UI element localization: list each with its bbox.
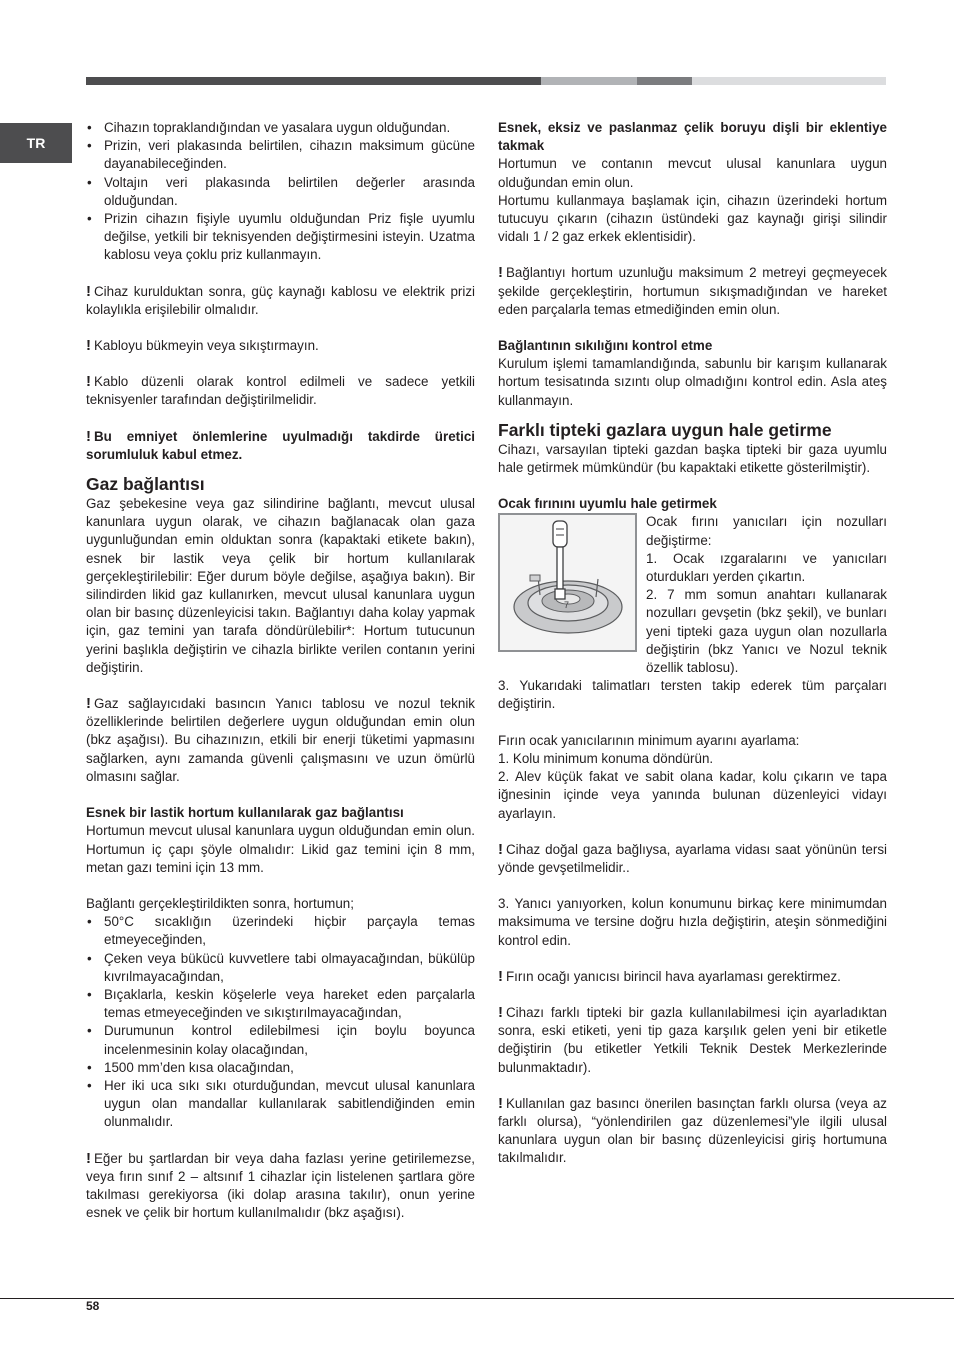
header-bar-pale xyxy=(692,77,886,85)
bullet-list-checks xyxy=(86,119,475,265)
warning-paragraph: ! Cihaz doğal gaza bağlıysa, ayarlama vidası saat yönünün tersi yönde gevşetilmelidir.. xyxy=(498,840,887,875)
list-item: • Çeken veya bükücü kuvvetlere tabi olmayacağından, bükülüp kıvrılmayacağından, xyxy=(86,950,475,986)
paragraph: 3. Yanıcı yanıyorken, kolun konumunu birkaç kere minimumdan maksimuma ve tersine doğru hızla değiştirin, ateşin sönmediğini kontrol edin. xyxy=(498,896,887,948)
warning-icon: ! xyxy=(498,1003,503,1021)
list-item: • Bıçaklarla, keskin köşelerle veya hareket eden parçalarla temas etmeyeceğinden ve sıkıştırılmayacağından, xyxy=(86,986,475,1022)
warning-icon: ! xyxy=(498,840,503,858)
list-item: • Her iki uca sıkı sıkı oturduğundan, mevcut ulusal kanunlara uygun olan mandallar kullanılarak sabitlendiğinden emin olunmalıdır. xyxy=(86,1077,475,1132)
warning-icon: ! xyxy=(498,967,503,985)
burner-nozzle-illustration xyxy=(500,515,635,650)
subsection-title: Esnek, eksiz ve paslanmaz çelik boruyu dişli bir eklentiye takmak xyxy=(498,120,887,154)
warning-icon: ! xyxy=(86,695,91,713)
warning-icon: ! xyxy=(86,337,91,355)
header-bar-light xyxy=(541,77,637,85)
warning-paragraph: ! Gaz sağlayıcıdaki basıncın Yanıcı tablosu ve nozul teknik özelliklerinde belirtilen değerlere uygun olduğundan emin olun (bkz aşağısı). Bu cihazınızın, etkili bir enerji tüketimi yapmasını sağlarken, aynı zamanda güvenli çalışmasını ve uzun ömürlü olmasını sağlar. xyxy=(86,695,475,784)
paragraph: 3. Yukarıdaki talimatları tersten takip ederek tüm parçaları değiştirin. xyxy=(498,678,887,712)
figure-text xyxy=(646,513,887,677)
subsection-title: Ocak fırınını uyumlu hale getirmek xyxy=(498,496,717,512)
warning-paragraph: ! Kullanılan gaz basıncı önerilen basınçtan farklı olursa (veya az farklı olursa), “yönlendirilen gaz düzenlemesi”yle ilgili ulusal kanunlara uygun olan bir basınç düzenleyicisi giriş hortumuna takılmalıdır. xyxy=(498,1094,887,1166)
warning-paragraph: ! Eğer bu şartlardan bir veya daha fazlası yerine getirilemezse, veya fırın sınıf 2 – altsınıf 1 cihazlar için listelenen şartlara göre takılması gerekiyorsa (iki dolap arasına takılır), onun yerine esnek ve çelik bir hortum kullanılmalıdır (bkz aşağısı). xyxy=(86,1149,475,1221)
paragraph: Hortumu kullanmaya başlamak için, cihazın üzerindeki hortum tutucuyu çıkarın (cihazın üstündeki gaz kaynağı girişi silindir vidalı 1 / 2 gaz erkek eklentisidir). xyxy=(498,192,887,245)
language-tab: TR xyxy=(0,123,72,163)
warning-paragraph: ! Cihaz kurulduktan sonra, güç kaynağı kablosu ve elektrik prizi kolaylıkla erişilebilir olmalıdır. xyxy=(86,282,475,317)
warning-paragraph: ! Bağlantıyı hortum uzunluğu maksimum 2 metreyi geçmeyecek şekilde gerçekleştirin, hortumun sıkışmadığından ve hareket eden parçalarla temas etmediğinden emin olun. xyxy=(498,264,887,317)
nozzle-wrench-figure xyxy=(498,513,637,652)
paragraph: 1. Ocak ızgaralarını ve yanıcıları oturdukları yerden çıkartın. xyxy=(646,550,887,585)
list-item: • 50°C sıcaklığın üzerindeki hiçbir parçayla temas etmeyeceğinden, xyxy=(86,913,475,949)
warning-icon: ! xyxy=(86,282,91,300)
paragraph: Hortumun ve contanın mevcut ulusal kanunlara uygun olduğundan emin olun. xyxy=(498,156,887,190)
list-item: • Voltajın veri plakasında belirtilen değerler arasında olduğundan. xyxy=(86,174,475,210)
footer-rule xyxy=(0,1298,954,1299)
warning-paragraph: ! Bu emniyet önlemlerine uyulmadığı takdirde üretici sorumluluk kabul etmez. xyxy=(86,427,475,462)
section-title: Gaz bağlantısı xyxy=(86,474,205,495)
subsection-title: Bağlantının sıkılığını kontrol etme xyxy=(498,338,713,354)
figure-block xyxy=(498,513,887,677)
warning-icon: ! xyxy=(86,427,91,445)
paragraph: 2. 7 mm somun anahtarı kullanarak nozulları gevşetin (bkz şekil), ve bunları yeni tipteki gaza uygun olan nozullarla değiştirin (bkz Yanıcı ve Nozul teknik özellik tablosu). xyxy=(646,587,887,676)
warning-icon: ! xyxy=(498,1094,503,1112)
warning-paragraph: ! Cihazı farklı tipteki bir gazla kullanılabilmesi için ayarladıktan sonra, eski etiketi, yeni tip gaza karşılık gelen yeni bir etiketle değiştirin (bu etiketler Yetkili Teknik Destek Merkezlerinde bulunmaktadır). xyxy=(498,1003,887,1075)
paragraph: Hortumun mevcut ulusal kanunlara uygun olduğundan emin olun. Hortumun iç çapı şöyle olmalıdır: Likid gaz temini için 8 mm, metan gazı temini için 13 mm. xyxy=(86,823,475,875)
section-title: Farklı tipteki gazlara uygun hale getirme xyxy=(498,419,832,440)
warning-paragraph: ! Kablo düzenli olarak kontrol edilmeli ve sadece yetkili teknisyenler tarafından değiştirilmelidir. xyxy=(86,373,475,408)
warning-icon: ! xyxy=(498,264,503,282)
list-item: • Cihazın topraklandığından ve yasalara uygun olduğundan. xyxy=(86,119,475,137)
right-column xyxy=(498,119,887,1168)
warning-icon: ! xyxy=(86,1149,91,1167)
warning-paragraph: ! Fırın ocağı yanıcısı birincil hava ayarlaması gerektirmez. xyxy=(498,967,841,985)
header-bar-mid xyxy=(637,77,692,85)
paragraph: 2. Alev küçük fakat ve sabit olana kadar, kolu çıkarın ve tapa iğnesinin içinde veya yanında bulunan düzenleyici vidayı ayarlayın. xyxy=(498,769,887,821)
warning-paragraph: ! Kabloyu bükmeyin veya sıkıştırmayın. xyxy=(86,337,319,355)
paragraph: 1. Kolu minimum konuma döndürün. xyxy=(498,750,714,766)
left-column xyxy=(86,119,475,1222)
header-bar-dark xyxy=(86,77,541,85)
list-item: • Prizin, veri plakasında belirtilen, cihazın maksimum gücüne dayanabileceğinden. xyxy=(86,137,475,173)
list-item: • Durumunun kontrol edilebilmesi için boylu boyunca incelenmesinin kolay olacağından, xyxy=(86,1022,475,1058)
paragraph: Bağlantı gerçekleştirildikten sonra, hortumun; xyxy=(86,895,354,911)
paragraph: Ocak fırını yanıcıları için nozulları değiştirme: xyxy=(646,514,887,548)
paragraph: Kurulum işlemi tamamlandığında, sabunlu bir karışım kullanarak hortum tesisatında sızıntı olup olmadığını kontrol edin. Asla ateş kullanmayın. xyxy=(498,356,887,408)
figure-label: 7 xyxy=(564,600,570,611)
warning-icon: ! xyxy=(86,373,91,391)
list-item: • Prizin cihazın fişiyle uyumlu olduğundan Priz fişle uyumlu değilse, yetkili bir teknisyenden değiştirmesini isteyin. Uzatma kablosu veya çoklu priz kullanmayın. xyxy=(86,210,475,265)
list-item: • 1500 mm’den kısa olacağından, xyxy=(86,1059,475,1077)
page-number: 58 xyxy=(86,1299,100,1313)
paragraph: Fırın ocak yanıcılarının minimum ayarını ayarlama: xyxy=(498,732,800,748)
subsection-title: Esnek bir lastik hortum kullanılarak gaz bağlantısı xyxy=(86,805,404,821)
paragraph: Gaz şebekesine veya gaz silindirine bağlantı, mevcut ulusal kanunlara uygun olarak, ve cihazın bağlanacak olan gaza uygunluğundan emin olduktan sonra (kapaktaki etikete bakın), esnek bir lastik veya çelik bir hortum kullanılarak gerçekleştirilebilir: Eğer durum böyle değilse, aşağıya bakın). Bir silindirden likid gaz kullanırken, mevcut ulusal kanunlara uygun olan bir basınç düzenleyicisi takın. Bağlantıyı daha kolay yapmak için, gaz temini yan tarafa döndürülebilir*: Hortum tutucunun yerini başlıkla değiştirin ve cihazla birlikte verilen contanın yerini değiştirin. xyxy=(86,496,475,675)
paragraph: Cihazı, varsayılan tipteki gazdan başka tipteki bir gaza uyumlu hale getirmek mümkündür (bu kapaktaki etikette gösterilmiştir). xyxy=(498,441,887,476)
bullet-list-hose xyxy=(86,913,475,1131)
